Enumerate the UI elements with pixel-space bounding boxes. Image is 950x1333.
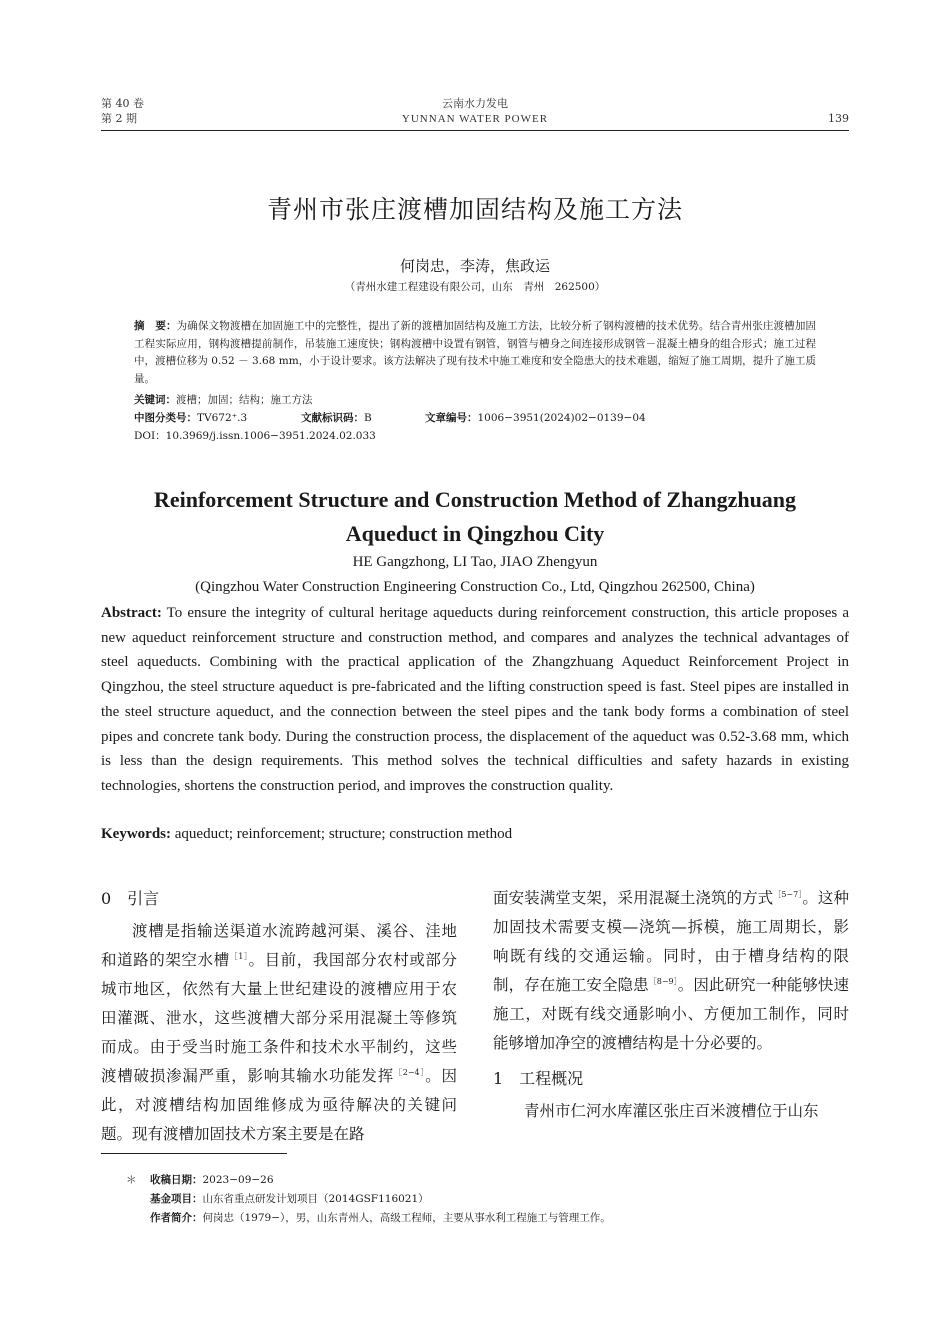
paragraph-intro — [101, 917, 457, 1149]
journal-name-en: YUNNAN WATER POWER — [401, 113, 549, 125]
header-rule — [101, 130, 849, 131]
keywords-cn — [134, 392, 816, 410]
classification-line — [134, 410, 816, 428]
body-right-column — [493, 884, 849, 1126]
authors-en: HE Gangzhong, LI Tao, JIAO Zhengyun — [352, 554, 598, 570]
footnote-fund — [150, 1190, 429, 1209]
author-bio-text: 何岗忠（1979−），男，山东青州人，高级工程师，主要从事水利工程施工与管理工作。 — [202, 1212, 611, 1224]
affiliation-en: (Qingzhou Water Construction Engineering Construction Co., Ltd, Qingzhou 262500, China) — [195, 579, 755, 595]
citation-2: ［2−4］ — [393, 1067, 426, 1077]
keywords-en — [101, 826, 849, 843]
abstract-cn-label: 摘 要： — [134, 320, 177, 332]
volume-label: 第 40 卷 — [101, 97, 144, 110]
affiliation-cn: （青州水建工程建设有限公司，山东 青州 262500） — [344, 281, 606, 293]
doc-code — [301, 410, 372, 428]
keywords-cn-text: 渡槽；加固；结构；施工方法 — [176, 394, 313, 406]
fund-label: 基金项目： — [150, 1193, 203, 1205]
received-label: 收稿日期： — [150, 1174, 203, 1186]
footnote-author — [150, 1209, 611, 1228]
paragraph-continued-part-3: 。因此研究一种能够快速施工，对既有线交通影响小、方便加工制作，同时能够增加净空的渡槽结构是十分必要的。 — [493, 976, 849, 1052]
paragraph-intro-part-3: 。因此，对渡槽结构加固维修成为亟待解决的关键问题。现有渡槽加固技术方案主要是在路 — [101, 1067, 457, 1143]
abstract-en-text: To ensure the integrity of cultural heritage aqueducts during reinforcement construction, this article proposes a new aqueduct reinforcement structure and construction method, and compares and analyzes the technical advantages of steel aqueducts. Combining with the practical application of the Zhangzhuang Aqueduct Reinforcement Project in Qingzhou, the steel structure aqueduct is pre-fabricated and the lifting construction speed is fast. Steel pipes are installed in the steel structure aqueduct, and the connection between the steel pipes and the tank body forms a combination of steel pipes and concrete tank body. During the construction process, the displacement of the aqueduct was 0.52-3.68 mm, which is less than the design requirements. This method solves the technical difficulties and safety hazards in existing technologies, shortens the construction period, and improves the construction quality. — [101, 605, 849, 794]
footnote-received — [150, 1171, 274, 1190]
doi: DOI：10.3969/j.issn.1006−3951.2024.02.033 — [134, 430, 376, 442]
article-number-label: 文章编号： — [425, 412, 478, 424]
abstract-en-label: Abstract: — [101, 605, 162, 621]
issue-label: 第 2 期 — [101, 112, 137, 125]
abstract-cn-text: 为确保文物渡槽在加固施工中的完整性，提出了新的渡槽加固结构及施工方法，比较分析了钢构渡槽的技术优势。结合青州张庄渡槽加固工程实际应用，钢构渡槽提前制作，吊装施工速度快；钢构渡槽中设置有钢管，钢管与槽身之间连接形成钢管－混凝土槽身的组合形式；施工过程中，渡槽位移为 0.52 － 3.68 mm，小于设计要求。该方法解决了现有技术中施工难度和安全隐患大的技术难题，缩短了施工周期，提升了施工质量。 — [134, 320, 817, 385]
article-number-value: 1006−3951(2024)02−0139−04 — [477, 412, 646, 424]
journal-name-cn: 云南水力发电 — [442, 97, 508, 110]
keywords-cn-label: 关键词： — [134, 394, 176, 406]
footnote-star: ＊ — [126, 1174, 137, 1186]
author-bio-label: 作者简介： — [150, 1212, 203, 1224]
clc-label: 中图分类号： — [134, 412, 197, 424]
paper-title-en: Reinforcement Structure and Construction Method of Zhangzhuang Aqueduct in Qingzhou City — [153, 487, 797, 546]
received-date: 2023−09−26 — [202, 1174, 274, 1186]
section-1-heading: 1 工程概况 — [493, 1069, 584, 1088]
body-left-column — [101, 884, 457, 1149]
paragraph-continued-part-1: 面安装满堂支架，采用混凝土浇筑的方式 — [493, 889, 774, 907]
paper-title-cn: 青州市张庄渡槽加固结构及施工方法 — [266, 195, 683, 224]
paragraph-continued-part-2: 。这种加固技术需要支模—浇筑—拆模，施工周期长，影响既有线的交通运输。同时，由于槽身结构的限制，存在施工安全隐患 — [493, 889, 849, 994]
citation-3: ［5−7］ — [773, 889, 803, 899]
article-number — [425, 410, 646, 428]
fund-text: 山东省重点研发计划项目（2014GSF116021） — [202, 1193, 429, 1205]
citation-1: ［1］ — [229, 951, 249, 961]
abstract-en — [101, 601, 849, 799]
authors-cn: 何岗忠，李涛，焦政运 — [399, 257, 550, 275]
page-number: 139 — [828, 112, 849, 125]
paragraph-intro-part-1: 渡槽是指输送渠道水流跨越河渠、溪谷、洼地和道路的架空水槽 — [101, 922, 457, 969]
paragraph-continued — [493, 884, 849, 1058]
doc-code-value: B — [364, 412, 372, 424]
abstract-cn — [134, 318, 816, 388]
paragraph-project: 青州市仁河水库灌区张庄百米渡槽位于山东 — [524, 1102, 819, 1120]
keywords-en-label: Keywords: — [101, 826, 171, 842]
clc-value: TV672⁺.3 — [197, 412, 248, 424]
section-0-heading: 0 引言 — [101, 889, 160, 908]
paragraph-intro-part-2: 。目前，我国部分农村或部分城市地区，依然有大量上世纪建设的渡槽应用于农田灌溉、泄水，这些渡槽大部分采用混凝土等修筑而成。由于受当时施工条件和技术水平制约，这些渡槽破损渗漏严重，影响其输水功能发挥 — [101, 951, 457, 1085]
citation-4: ［8−9］ — [648, 976, 678, 986]
doc-code-label: 文献标识码： — [301, 412, 364, 424]
footnote-rule — [101, 1153, 287, 1154]
keywords-en-text: aqueduct; reinforcement; structure; construction method — [171, 826, 513, 842]
